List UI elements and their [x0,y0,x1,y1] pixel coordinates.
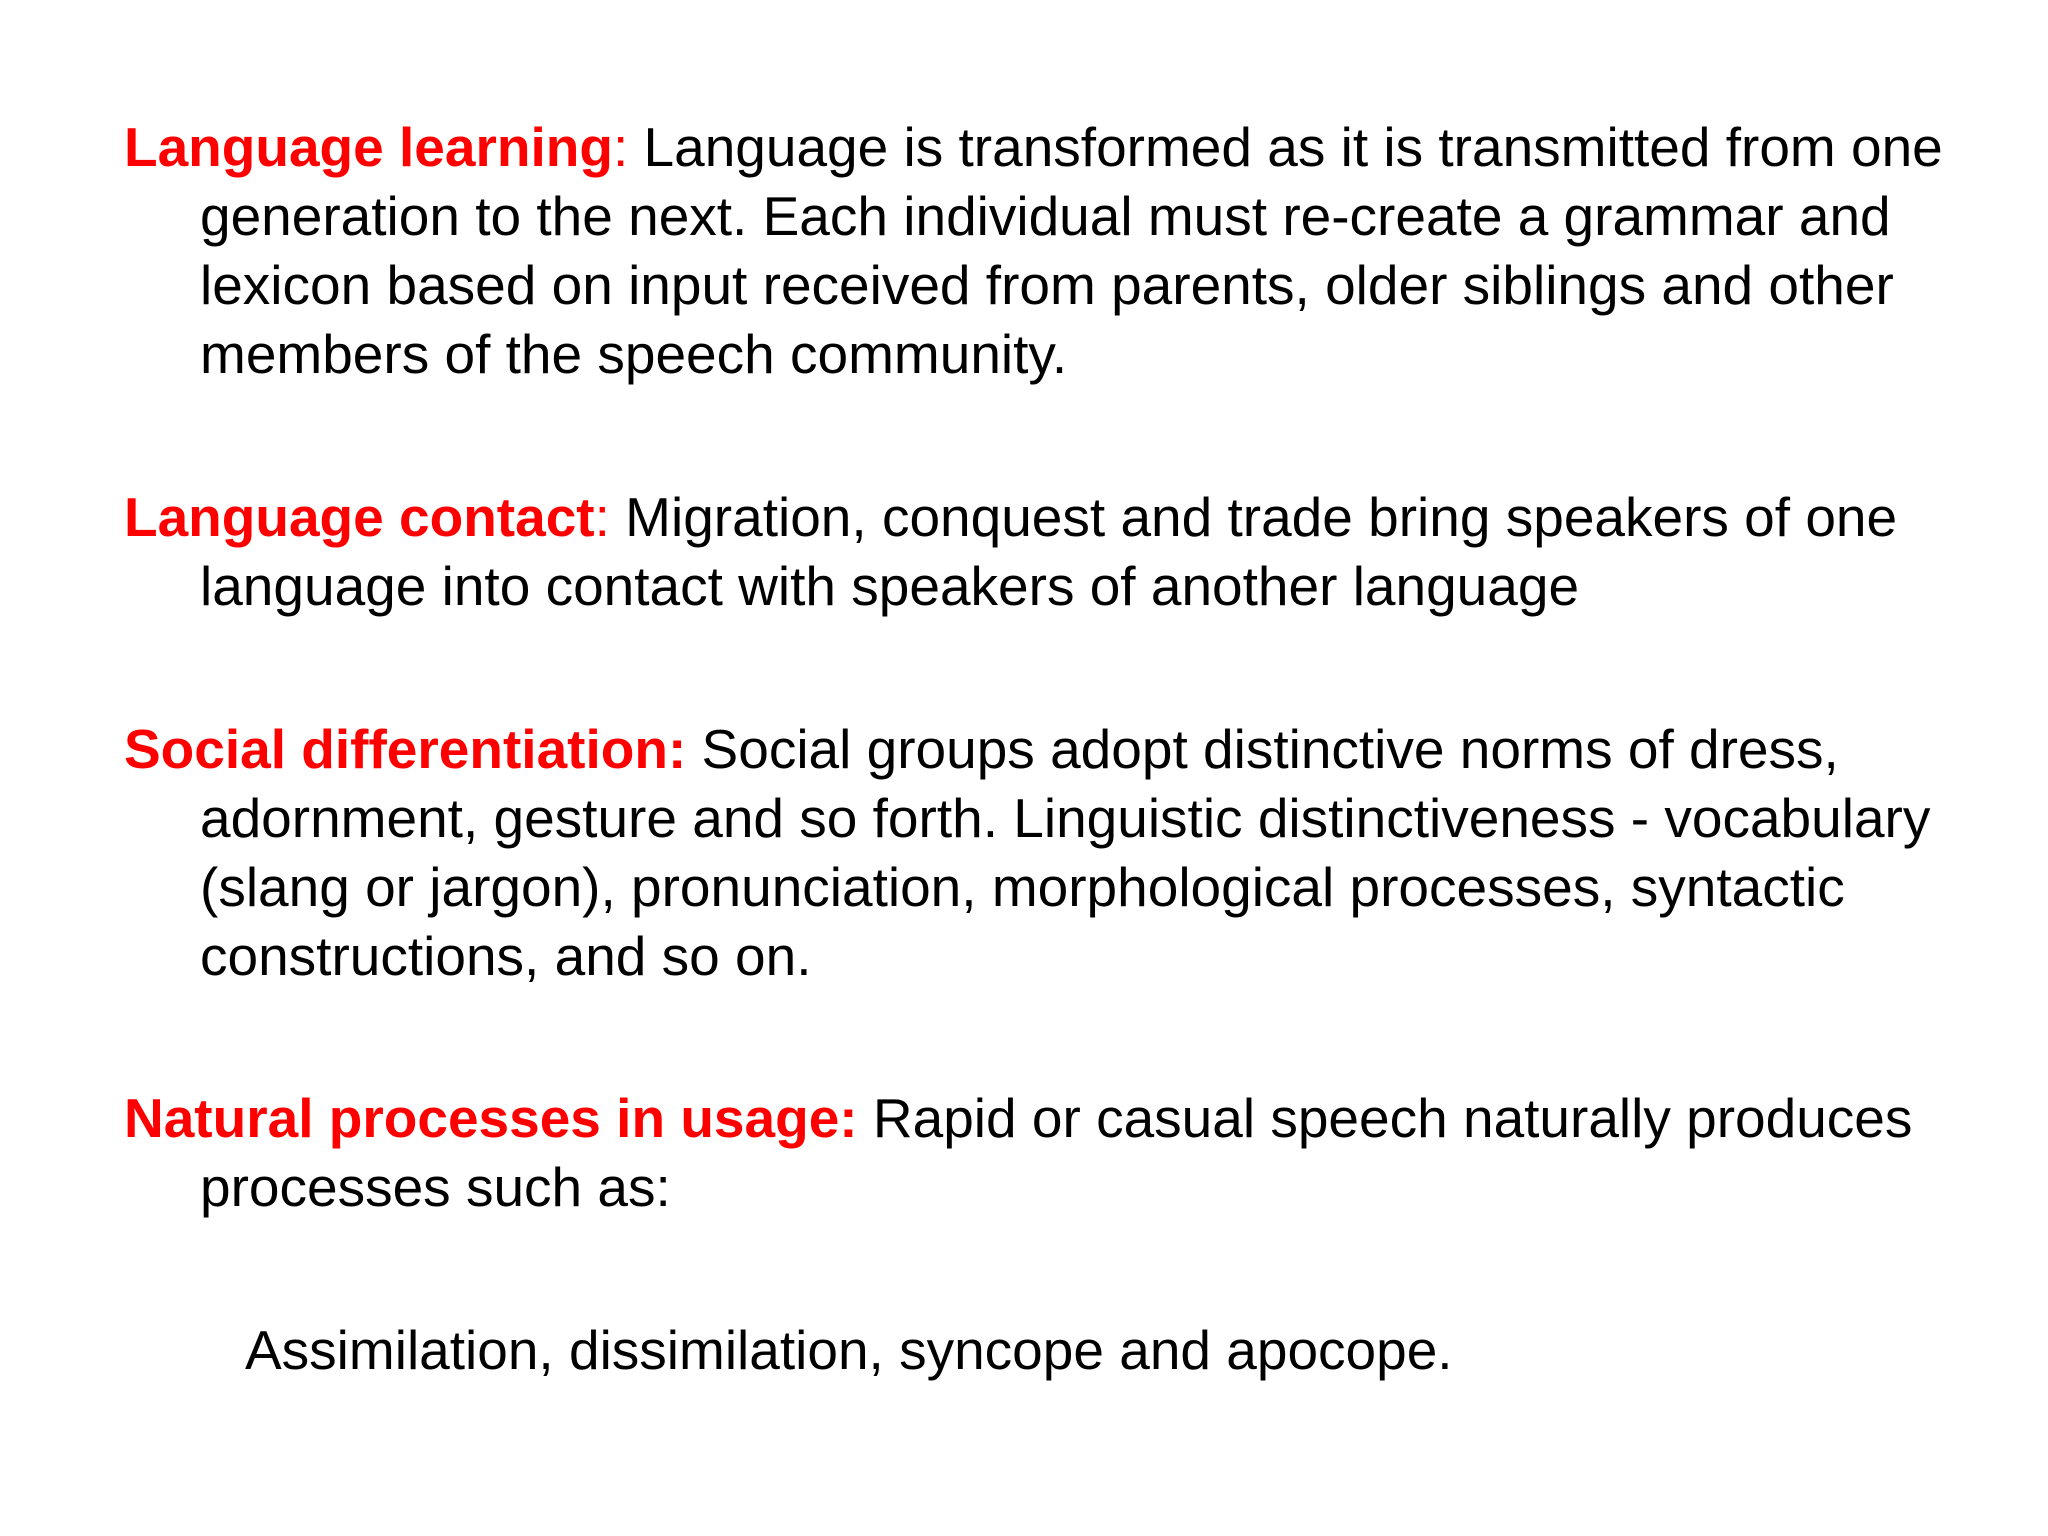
paragraph-language-learning [124,113,2000,389]
term-natural-processes: Natural processes in usage: [124,1087,858,1149]
term-separator: : [594,486,610,548]
process-examples: Assimilation, dissimilation, syncope and apocope. [245,1319,1453,1381]
paragraph-social-differentiation [124,715,2000,991]
body-language-contact: Migration, conquest and trade bring speakers of one language into contact with speakers of another language [200,486,1898,617]
term-language-learning: Language learning [124,116,613,178]
paragraph-natural-processes [124,1084,2000,1222]
term-social-differentiation: Social differentiation: [124,718,687,780]
body-language-learning: Language is transformed as it is transmitted from one generation to the next. Each individual must re-create a grammar and lexicon based on input received from parents, older siblings and other members of the speech community. [200,116,1943,385]
body-natural-processes: Rapid or casual speech naturally produces processes such as: [200,1087,1913,1218]
body-social-differentiation: Social groups adopt distinctive norms of dress, adornment, gesture and so forth. Linguistic distinctiveness - vocabulary (slang or jargon), pronunciation, morphological processes, syntactic constructions, and so on. [200,718,1931,987]
term-separator: : [612,116,629,178]
paragraph-language-contact [124,483,2000,621]
term-language-contact: Language contact [124,486,595,548]
